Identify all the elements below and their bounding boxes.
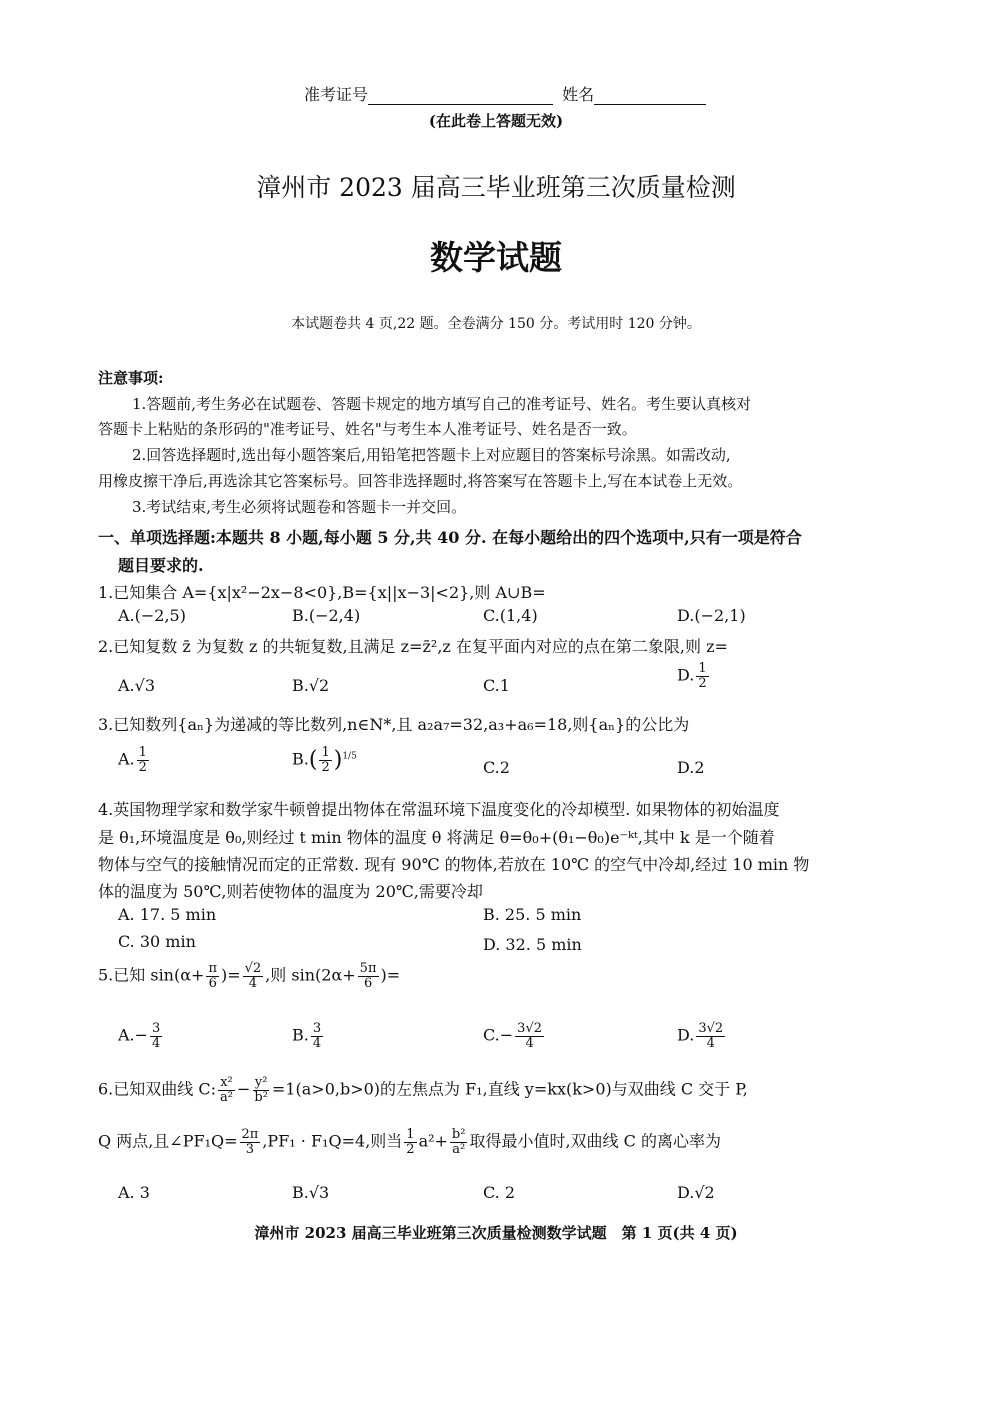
page-footer: 漳州市 2023 届高三毕业班第三次质量检测数学试题 第 1 页(共 4 页) bbox=[254, 1224, 738, 1242]
q1-option-b: B.(−2,4) bbox=[292, 606, 361, 625]
q3-option-d: D.2 bbox=[677, 758, 705, 777]
exam-title: 漳州市 2023 届高三毕业班第三次质量检测 bbox=[256, 173, 736, 202]
q6-frac-num: 1 bbox=[406, 1127, 415, 1142]
note-line: 1.答题前,考生务必在试题卷、答题卡规定的地方填写自己的准考证号、姓名。考生要认真核对 bbox=[132, 395, 752, 413]
q6-text: 取得最小值时,双曲线 C 的离心率为 bbox=[469, 1131, 721, 1151]
q3-b-denominator: 2 bbox=[321, 759, 330, 775]
q5-a-denominator: 4 bbox=[152, 1035, 161, 1051]
note-line: 答题卡上粘贴的条形码的"准考证号、姓名"与考生本人准考证号、姓名是否一致。 bbox=[98, 420, 637, 438]
question-4-line: 4.英国物理学家和数学家牛顿曾提出物体在常温环境下温度变化的冷却模型. 如果物体的初始温度 bbox=[98, 800, 780, 819]
q6-option-a: A. 3 bbox=[118, 1183, 150, 1202]
q6-text: − bbox=[236, 1079, 251, 1099]
q2-option-d bbox=[677, 662, 711, 690]
q5-c-numerator: 3√2 bbox=[517, 1021, 542, 1036]
question-5-stem bbox=[98, 962, 400, 990]
q3-a-denominator: 2 bbox=[138, 759, 147, 775]
q3-a-prefix: A. bbox=[118, 749, 135, 769]
q5-b-numerator: 3 bbox=[312, 1021, 322, 1036]
q5-option-a bbox=[118, 1022, 164, 1050]
q6-text: =1(a>0,b>0)的左焦点为 F₁,直线 y=kx(k>0)与双曲线 C 交于 P, bbox=[271, 1079, 748, 1099]
q6-text: Q 两点,且∠PF₁Q= bbox=[98, 1131, 238, 1151]
question-3-stem: 3.已知数列{aₙ}为递减的等比数列,n∈N*,且 a₂a₇=32,a₃+a₆=18,则{aₙ}的公比为 bbox=[98, 715, 690, 734]
q4-option-d: D. 32. 5 min bbox=[483, 935, 582, 954]
question-1-stem: 1.已知集合 A={x|x²−2x−8<0},B={x||x−3|<2},则 A∪B= bbox=[98, 583, 546, 602]
q5-option-c bbox=[483, 1022, 546, 1050]
q3-option-b: B.( $\frac{1}{2}$ )$^{1/5}$ bbox=[292, 745, 357, 775]
q3-b-numerator: 1 bbox=[321, 745, 330, 760]
q4-option-b: B. 25. 5 min bbox=[483, 905, 582, 924]
q5-frac-num: 5π bbox=[359, 961, 377, 976]
q5-frac-den: 4 bbox=[248, 975, 258, 991]
q3-a-numerator: 1 bbox=[138, 745, 147, 760]
q6-frac-num: y² bbox=[254, 1075, 268, 1090]
q5-frac-num: √2 bbox=[244, 961, 262, 976]
q5-b-denominator: 4 bbox=[312, 1035, 322, 1051]
q1-option-a: A.(−2,5) bbox=[118, 606, 186, 625]
q6-frac-den: a² bbox=[452, 1141, 466, 1157]
q5-stem-part: )= bbox=[380, 965, 401, 985]
q5-a-numerator: 3 bbox=[152, 1021, 161, 1036]
q5-frac-num: π bbox=[208, 961, 217, 976]
q5-frac-den: 6 bbox=[208, 975, 217, 991]
subject-title: 数学试题 bbox=[430, 238, 562, 277]
exam-id-field bbox=[304, 82, 706, 105]
q6-text: 6.已知双曲线 C: bbox=[98, 1079, 216, 1099]
q4-option-c: C. 30 min bbox=[118, 932, 196, 951]
q3-option-c: C.2 bbox=[483, 758, 510, 777]
q2-option-b: B.√2 bbox=[292, 676, 330, 695]
invalid-note: (在此卷上答题无效) bbox=[428, 112, 564, 130]
q5-frac-den: 6 bbox=[363, 975, 373, 991]
name-label: 姓名 bbox=[562, 85, 595, 104]
q3-option-a bbox=[118, 746, 151, 774]
note-line: 2.回答选择题时,选出每小题答案后,用铅笔把答题卡上对应题目的答案标号涂黑。如需改动, bbox=[132, 446, 731, 464]
q5-d-denominator: 4 bbox=[706, 1035, 715, 1051]
notes-heading: 注意事项: bbox=[98, 369, 164, 387]
q5-d-numerator: 3√2 bbox=[698, 1021, 724, 1036]
q5-b-prefix: B. bbox=[292, 1025, 309, 1045]
question-6-line1 bbox=[98, 1076, 748, 1104]
q6-frac-num: b² bbox=[451, 1127, 466, 1142]
question-4-line: 是 θ₁,环境温度是 θ₀,则经过 t min 物体的温度 θ 将满足 θ=θ₀+(θ₁−θ₀)e⁻ᵏᵗ,其中 k 是一个随着 bbox=[98, 828, 775, 847]
q6-option-b: B.√3 bbox=[292, 1183, 330, 1202]
q1-option-c: C.(1,4) bbox=[483, 606, 538, 625]
q2-d-numerator: 1 bbox=[698, 661, 707, 676]
q3-b-exponent: 1/5 bbox=[342, 751, 357, 762]
q6-frac-den: 3 bbox=[245, 1141, 255, 1157]
exam-id-label: 准考证号 bbox=[304, 85, 369, 104]
q5-stem-part: ,则 sin(2α+ bbox=[265, 965, 356, 985]
q6-frac-den: a² bbox=[220, 1089, 233, 1105]
q6-text: a²+ bbox=[418, 1131, 448, 1151]
question-4-line: 物体与空气的接触情况而定的正常数. 现有 90℃ 的物体,若放在 10℃ 的空气中冷却,经过 10 min 物 bbox=[98, 855, 810, 874]
note-line: 3.考试结束,考生必须将试题卷和答题卡一并交回。 bbox=[132, 498, 467, 516]
q6-frac-num: 2π bbox=[241, 1127, 259, 1142]
q6-frac-den: 2 bbox=[406, 1141, 415, 1157]
exam-info: 本试题卷共 4 页,22 题。全卷满分 150 分。考试用时 120 分钟。 bbox=[291, 316, 701, 332]
section-heading: 一、单项选择题:本题共 8 小题,每小题 5 分,共 40 分. 在每小题给出的四个选项中,只有一项是符合 bbox=[98, 528, 802, 547]
q2-d-prefix: D. bbox=[677, 665, 695, 685]
section-heading-cont: 题目要求的. bbox=[118, 556, 204, 575]
q2-d-denominator: 2 bbox=[698, 675, 707, 691]
question-6-line2 bbox=[98, 1128, 721, 1156]
q5-c-prefix: C.− bbox=[483, 1025, 514, 1045]
q3-b-prefix: B. bbox=[292, 749, 309, 769]
q6-option-c: C. 2 bbox=[483, 1183, 516, 1202]
q2-option-c: C.1 bbox=[483, 676, 510, 695]
q5-option-d bbox=[677, 1022, 727, 1050]
q1-option-d: D.(−2,1) bbox=[677, 606, 746, 625]
q5-a-prefix: A.− bbox=[118, 1025, 149, 1045]
q5-stem-part: 5.已知 sin(α+ bbox=[98, 965, 205, 985]
q5-c-denominator: 4 bbox=[525, 1035, 534, 1051]
question-2-stem: 2.已知复数 z̄ 为复数 z 的共轭复数,且满足 z=z̄²,z 在复平面内对应的点在第二象限,则 z= bbox=[98, 637, 728, 656]
q5-stem-part: )= bbox=[221, 965, 241, 985]
name-blank bbox=[594, 84, 706, 105]
q6-frac-den: b² bbox=[254, 1089, 268, 1105]
q6-option-d: D.√2 bbox=[677, 1183, 715, 1202]
q2-option-a: A.√3 bbox=[118, 676, 156, 695]
exam-id-blank bbox=[368, 84, 553, 105]
q5-d-prefix: D. bbox=[677, 1025, 695, 1045]
note-line: 用橡皮擦干净后,再选涂其它答案标号。回答非选择题时,将答案写在答题卡上,写在本试卷上无效。 bbox=[98, 472, 743, 490]
q5-option-b bbox=[292, 1022, 325, 1050]
q6-text: ,PF₁ · F₁Q=4,则当 bbox=[262, 1131, 403, 1151]
question-4-line: 体的温度为 50℃,则若使物体的温度为 20℃,需要冷却 bbox=[98, 882, 483, 901]
q6-frac-num: x² bbox=[220, 1075, 233, 1090]
q4-option-a: A. 17. 5 min bbox=[118, 905, 217, 924]
